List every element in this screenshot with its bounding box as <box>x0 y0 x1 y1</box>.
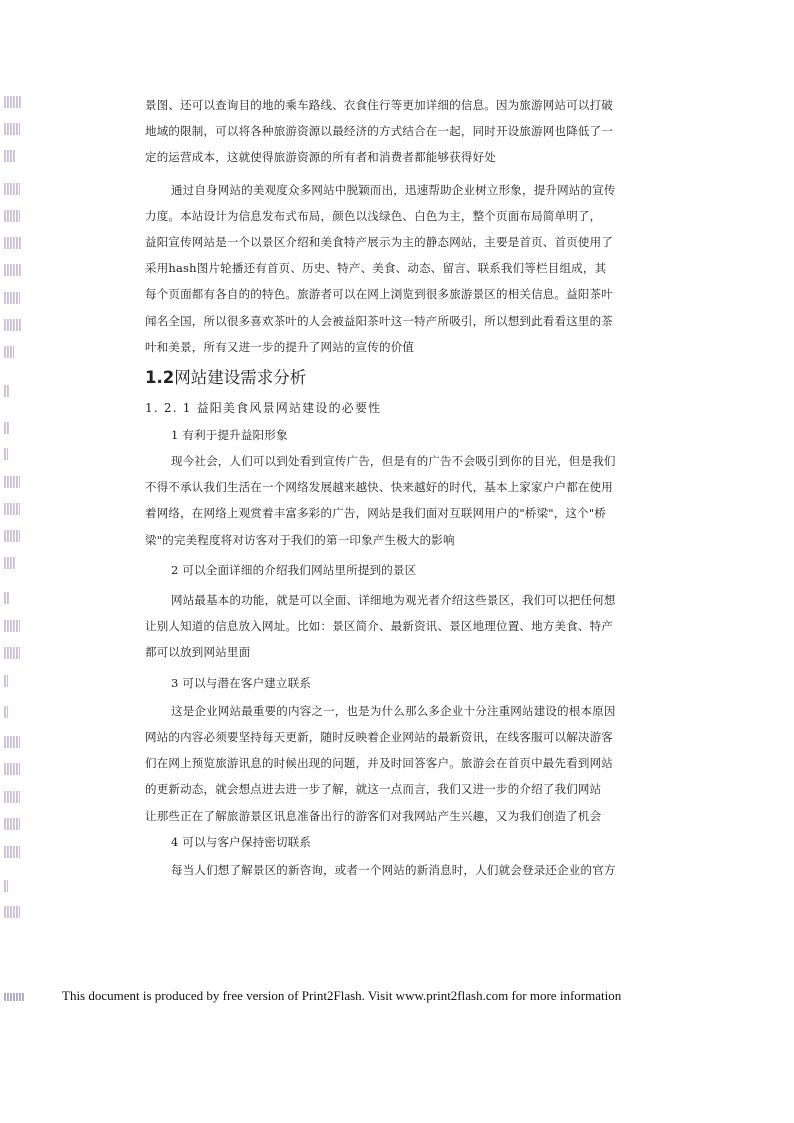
margin-mark <box>4 647 20 659</box>
margin-mark <box>4 846 20 858</box>
paragraph-line: 网站最基本的功能，就是可以全面、详细地为观光者介绍这些景区，我们可以把任何想 <box>171 593 616 607</box>
margin-mark <box>4 763 20 775</box>
margin-mark <box>4 675 8 687</box>
paragraph-line: 益阳宣传网站是一个以景区介绍和美食特产展示为主的静态网站，主要是首页、首页使用了 <box>145 234 613 249</box>
paragraph-line: 每当人们想了解景区的新咨询，或者一个网站的新消息时，人们就会登录还企业的官方 <box>171 862 616 877</box>
document-body <box>145 92 660 883</box>
paragraph-line: 闻名全国，所以很多喜欢茶叶的人会被益阳茶叶这一特产所吸引，所以想到此看看这里的茶 <box>145 313 613 328</box>
margin-mark <box>4 906 20 918</box>
margin-mark <box>4 706 8 718</box>
section-number: 1.2 <box>145 367 175 387</box>
paragraph-line: 景图、还可以查询目的地的乘车路线、衣食住行等更加详细的信息。因为旅游网站可以打破 <box>145 98 613 112</box>
section-heading <box>145 362 660 394</box>
margin-mark <box>4 791 20 803</box>
paragraph-line: 通过自身网站的美观度众多网站中脱颖而出，迅速帮助企业树立形象，提升网站的宣传 <box>171 182 616 197</box>
paragraph-line: 不得不承认我们生活在一个网络发展越来越快、快来越好的时代，基本上家家户户都在使用 <box>145 480 613 495</box>
item-title: 4 可以与客户保持密切联系 <box>171 834 312 849</box>
paragraph-line: 着网络，在网络上观赏着丰富多彩的广告，网站是我们面对互联网用户的"桥梁"，这个"桥 <box>145 506 607 521</box>
margin-mark <box>4 123 20 135</box>
margin-mark <box>4 210 20 222</box>
margin-mark <box>4 503 20 515</box>
margin-mark <box>4 346 14 358</box>
margin-mark <box>4 592 10 604</box>
footer-margin-mark <box>4 993 24 1001</box>
margin-mark <box>4 183 20 195</box>
paragraph-line: 这是企业网站最重要的内容之一，也是为什么那么多企业十分注重网站建设的根本原因 <box>171 703 616 718</box>
paragraph-line: 让别人知道的信息放入网址。比如：景区简介、最新资讯、景区地理位置、地方美食、特产 <box>145 619 613 634</box>
paragraph-line: 力度。本站设计为信息发布式布局，颜色以浅绿色、白色为主，整个页面布局简单明了， <box>145 208 602 223</box>
item-title: 2 可以全面详细的介绍我们网站里所提到的景区 <box>171 562 417 577</box>
paragraph-line: 梁"的完美程度将对访客对于我们的第一印象产生极大的影响 <box>145 532 455 547</box>
margin-mark <box>4 319 22 331</box>
paragraph-line: 们在网上预览旅游讯息的时候出现的问题，并及时回答客户。旅游会在首页中最先看到网站 <box>145 756 613 771</box>
item-title: 1 有利于提升益阳形象 <box>171 427 288 442</box>
paragraph-line: 采用hash图片轮播还有首页、历史、特产、美食、动态、留言、联系我们等栏目组成，其 <box>145 261 607 276</box>
section-title: 网站建设需求分析 <box>174 367 307 387</box>
margin-mark <box>4 292 20 304</box>
margin-mark <box>4 237 22 249</box>
paragraph-line: 的更新动态，就会想点进去进一步了解，就这一点而言，我们又进一步的介绍了我们网站 <box>145 782 602 797</box>
paragraph-line: 地域的限制，可以将各种旅游资源以最经济的方式结合在一起，同时开设旅游网也降低了一 <box>145 124 613 139</box>
margin-mark <box>4 385 10 397</box>
margin-mark <box>4 736 20 748</box>
paragraph-line: 定的运营成本，这就使得旅游资源的所有者和消费者都能够获得好处 <box>145 150 496 165</box>
margin-mark <box>4 264 22 276</box>
margin-mark <box>4 448 8 460</box>
margin-mark <box>4 96 22 108</box>
margin-mark <box>4 530 20 542</box>
subsection-heading: 1. 2. 1 益阳美食风景网站建设的必要性 <box>145 400 382 415</box>
paragraph-line: 都可以放到网站里面 <box>145 645 251 660</box>
margin-mark <box>4 818 20 830</box>
margin-mark <box>4 880 8 892</box>
margin-mark <box>4 150 16 162</box>
margin-mark <box>4 476 20 488</box>
left-margin-artifacts <box>4 0 26 1123</box>
paragraph-line: 每个页面都有各自的的特色。旅游者可以在网上浏览到很多旅游景区的相关信息。益阳茶叶 <box>145 287 613 302</box>
paragraph-line: 网站的内容必须要坚持每天更新，随时反映着企业网站的最新资讯，在线客服可以解决游客 <box>145 729 613 744</box>
paragraph-line: 叶和美景，所有又进一步的提升了网站的宣传的价值 <box>145 339 415 354</box>
margin-mark <box>4 620 20 632</box>
margin-mark <box>4 557 16 569</box>
paragraph-line: 现今社会，人们可以到处看到宣传广告，但是有的广告不会吸引到你的目光，但是我们 <box>171 454 616 469</box>
watermark-footer: This document is produced by free version of Print2Flash. Visit www.print2flash.com for more information <box>62 988 622 1003</box>
paragraph-line: 让那些正在了解旅游景区讯息准备出行的游客们对我网站产生兴趣，又为我们创造了机会 <box>145 808 602 823</box>
margin-mark <box>4 422 10 434</box>
item-title: 3 可以与潜在客户建立联系 <box>171 675 312 690</box>
